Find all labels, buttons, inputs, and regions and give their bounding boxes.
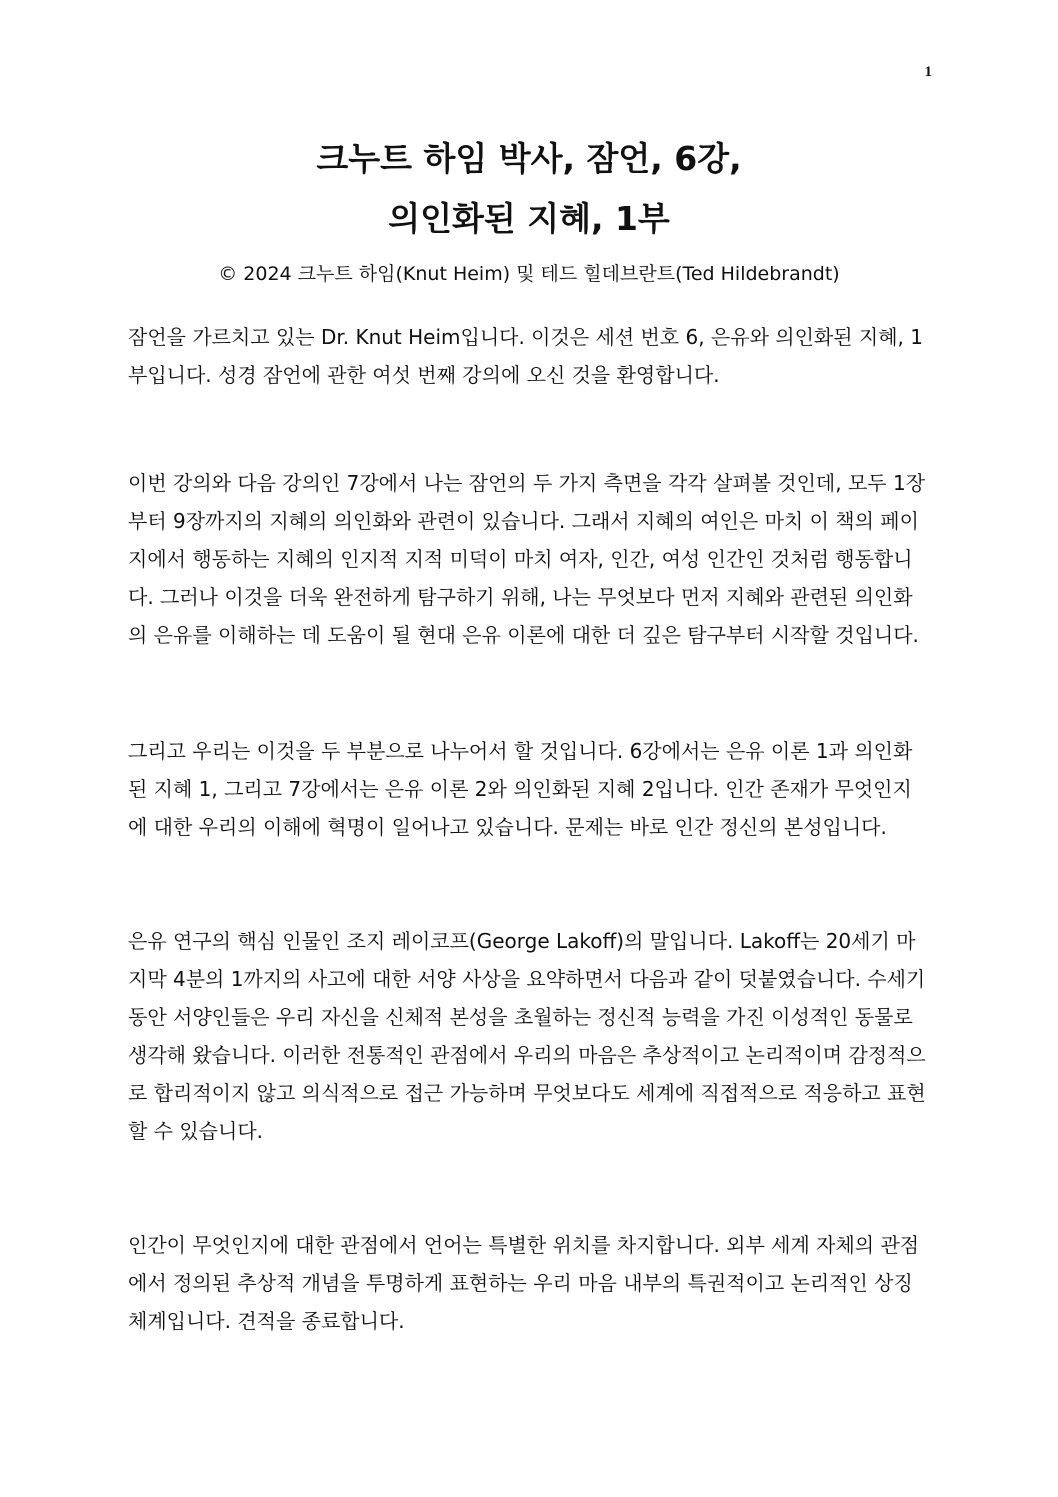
copyright-notice: © 2024 크누트 하임(Knut Heim) 및 테드 힐데브란트(Ted Hildebrandt) (218, 263, 840, 285)
page-number: 1 (924, 64, 932, 80)
paragraph-5: 인간이 무엇인지에 대한 관점에서 언어는 특별한 위치를 차지합니다. 외부 세계 자체의 관점에서 정의된 추상적 개념을 투명하게 표현하는 우리 마음 내부의 특권적이고 논리적인 상징 체계입니다. 견적을 종료합니다. (128, 1233, 920, 1333)
document-title-line-1: 크누트 하임 박사, 잠언, 6강, (316, 139, 742, 178)
document-title-line-2: 의인화된 지혜, 1부 (388, 199, 670, 238)
paragraph-3: 그리고 우리는 이것을 두 부분으로 나누어서 할 것입니다. 6강에서는 은유 이론 1과 의인화된 지혜 1, 그리고 7강에서는 은유 이론 2와 의인화된 지혜 2입니다. 인간 존재가 무엇인지에 대한 우리의 이해에 혁명이 일어나고 있습니다. 문제는 바로 인간 정신의 본성입니다. (128, 739, 913, 839)
paragraph-1: 잠언을 가르치고 있는 Dr. Knut Heim입니다. 이것은 세션 번호 6, 은유와 의인화된 지혜, 1부입니다. 성경 잠언에 관한 여섯 번째 강의에 오신 것을 환영합니다. (128, 325, 923, 387)
paragraph-4: 은유 연구의 핵심 인물인 조지 레이코프(George Lakoff)의 말입니다. Lakoff는 20세기 마지막 4분의 1까지의 사고에 대한 서양 사상을 요약하면서 다음과 같이 덧붙였습니다. 수세기 동안 서양인들은 우리 자신을 신체적 본성을 초월하는 정신적 능력을 가진 이성적인 동물로 생각해 왔습니다. 이러한 전통적인 관점에서 우리의 마음은 추상적이고 논리적이며 감정적으로 합리적이지 않고 의식적으로 접근 가능하며 무엇보다도 세계에 직접적으로 적응하고 표현할 수 있습니다. (128, 929, 926, 1143)
paragraph-2: 이번 강의와 다음 강의인 7강에서 나는 잠언의 두 가지 측면을 각각 살펴볼 것인데, 모두 1장부터 9장까지의 지혜의 의인화와 관련이 있습니다. 그래서 지혜의 여인은 마치 이 책의 페이지에서 행동하는 지혜의 인지적 지적 미덕이 마치 여자, 인간, 여성 인간인 것처럼 행동합니다. 그러나 이것을 더욱 완전하게 탐구하기 위해, 나는 무엇보다 먼저 지혜와 관련된 의인화의 은유를 이해하는 데 도움이 될 현대 은유 이론에 대한 더 깊은 탐구부터 시작할 것입니다. (128, 471, 926, 647)
